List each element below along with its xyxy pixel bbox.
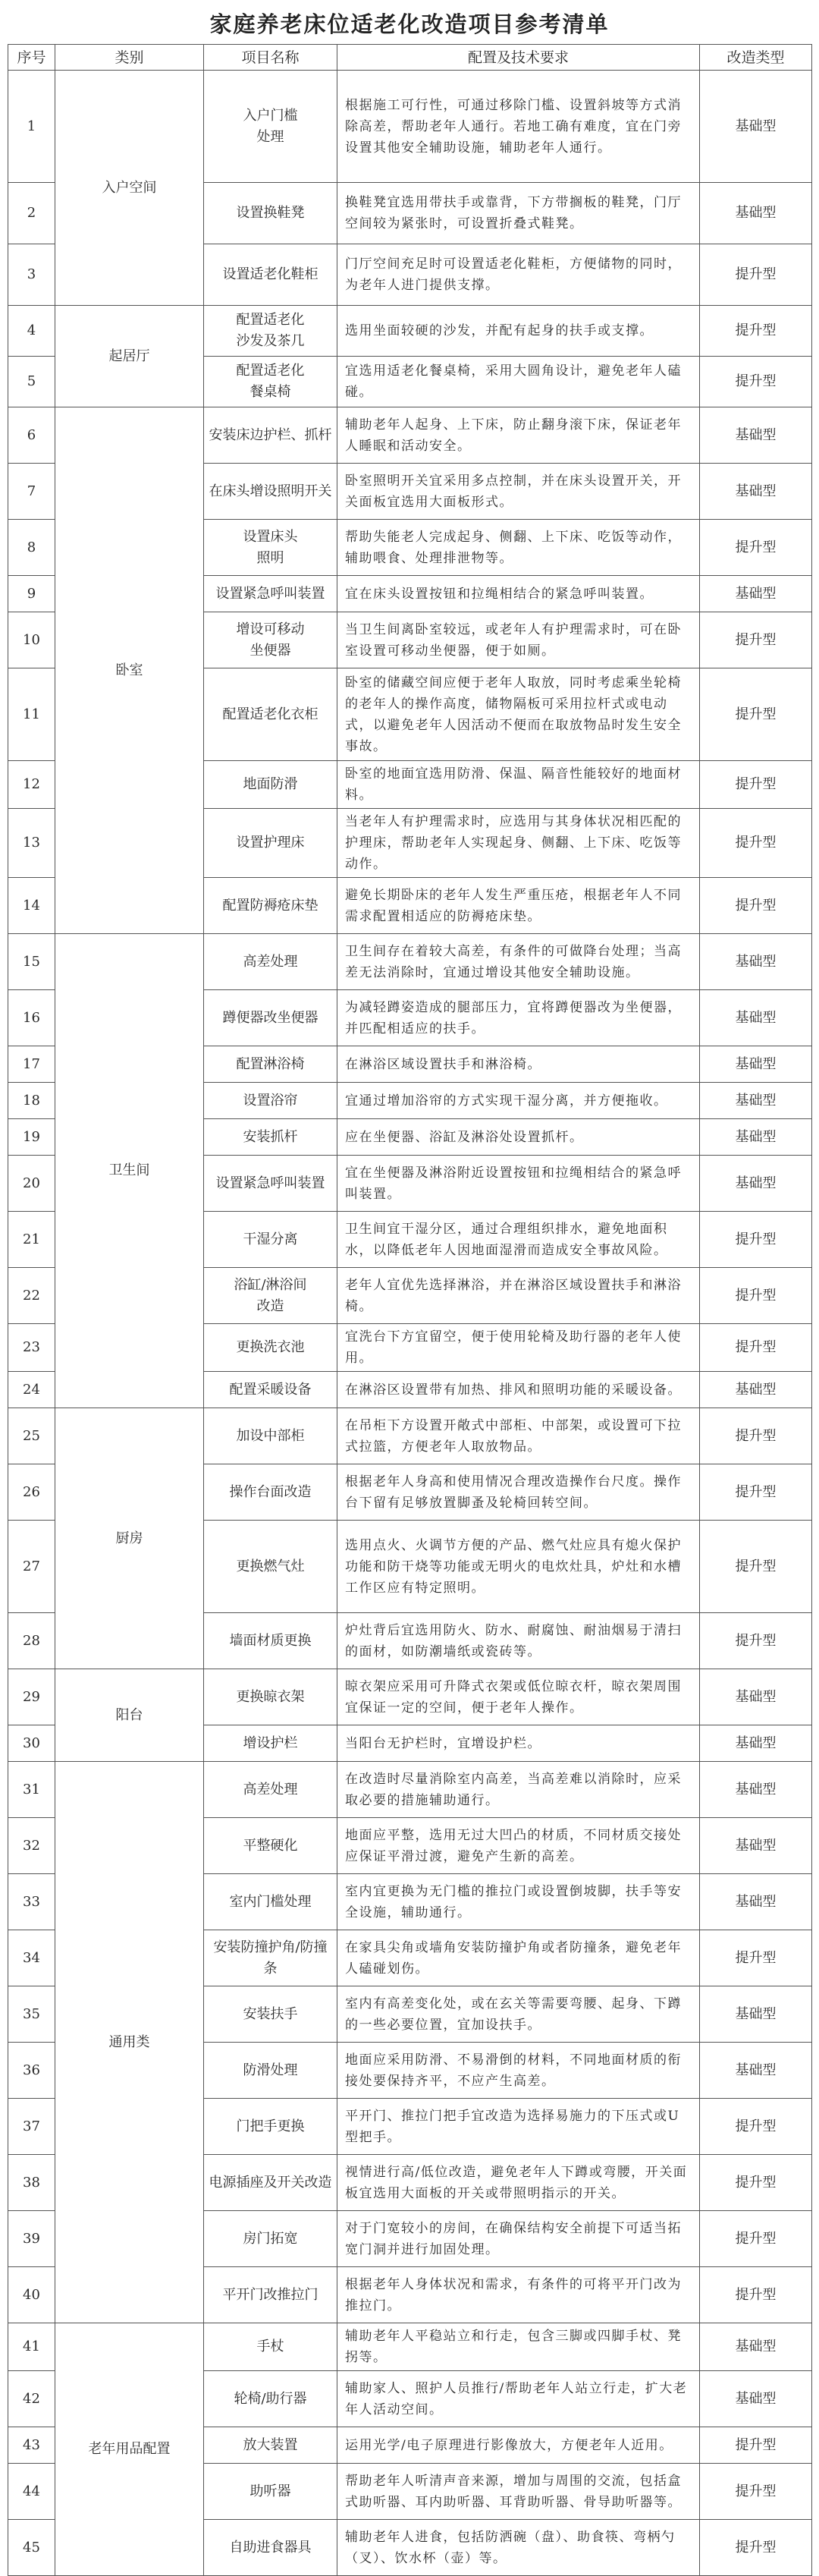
item-name: 安装床边护栏、抓杆 bbox=[204, 407, 337, 464]
item-requirements: 地面应采用防滑、不易滑倒的材料，不同地面材质的衔接处要保持齐平，不应产生高差。 bbox=[337, 2043, 700, 2099]
item-name: 地面防滑 bbox=[204, 761, 337, 809]
item-name: 干湿分离 bbox=[204, 1212, 337, 1268]
item-name: 蹲便器改坐便器 bbox=[204, 990, 337, 1046]
renovation-type: 基础型 bbox=[700, 2043, 812, 2099]
item-requirements: 宜通过增加浴帘的方式实现干湿分离，并方便拖收。 bbox=[337, 1083, 700, 1119]
row-number: 19 bbox=[8, 1119, 55, 1156]
item-requirements: 晾衣架应采用可升降式衣架或低位晾衣杆，晾衣架周围宜保证一定的空间，便于老年人操作。 bbox=[337, 1669, 700, 1725]
renovation-type: 提升型 bbox=[700, 1408, 812, 1464]
item-requirements: 视情进行高/低位改造，避免老年人下蹲或弯腰，开关面板宜选用大面板的开关或带照明指示的开关。 bbox=[337, 2155, 700, 2211]
renovation-type: 提升型 bbox=[700, 244, 812, 306]
table-row bbox=[8, 71, 812, 183]
item-requirements: 宜选用适老化餐桌椅，采用大圆角设计，避免老年人磕碰。 bbox=[337, 357, 700, 407]
renovation-type: 提升型 bbox=[700, 612, 812, 668]
item-requirements: 根据老年人身体状况和需求，有条件的可将平开门改为推拉门。 bbox=[337, 2267, 700, 2323]
item-requirements: 选用点火、火调节方便的产品、燃气灶应具有熄火保护功能和防干烧等功能或无明火的电炊灶具，炉灶和水槽工作区应有特定照明。 bbox=[337, 1521, 700, 1613]
renovation-type: 提升型 bbox=[700, 761, 812, 809]
item-name: 配置采暖设备 bbox=[204, 1372, 337, 1408]
header-row bbox=[8, 45, 812, 71]
item-requirements: 门厅空间充足时可设置适老化鞋柜，方便储物的同时，为老年人进门提供支撑。 bbox=[337, 244, 700, 306]
row-number: 30 bbox=[8, 1725, 55, 1762]
renovation-type: 提升型 bbox=[700, 1521, 812, 1613]
header-category: 类别 bbox=[55, 45, 204, 71]
item-requirements: 卧室的储藏空间应便于老年人取放，同时考虑乘坐轮椅的老年人的操作高度，储物隔板可采用拉杆式或电动式，以避免老年人因活动不便而在取放物品时发生安全事故。 bbox=[337, 668, 700, 761]
item-name: 设置护理床 bbox=[204, 809, 337, 878]
renovation-type: 基础型 bbox=[700, 990, 812, 1046]
table-row bbox=[8, 1408, 812, 1464]
item-name: 房门拓宽 bbox=[204, 2211, 337, 2267]
item-name: 在床头增设照明开关 bbox=[204, 464, 337, 520]
row-number: 16 bbox=[8, 990, 55, 1046]
row-number: 1 bbox=[8, 71, 55, 183]
category-cell: 通用类 bbox=[55, 1762, 204, 2323]
renovation-type: 基础型 bbox=[700, 1372, 812, 1408]
row-number: 15 bbox=[8, 934, 55, 990]
renovation-type: 提升型 bbox=[700, 357, 812, 407]
row-number: 14 bbox=[8, 878, 55, 934]
item-requirements: 室内宜更换为无门槛的推拉门或设置倒坡脚，扶手等安全设施，辅助通行。 bbox=[337, 1874, 700, 1930]
item-name: 门把手更换 bbox=[204, 2099, 337, 2155]
header-requirements: 配置及技术要求 bbox=[337, 45, 700, 71]
renovation-type: 基础型 bbox=[700, 934, 812, 990]
item-requirements: 地面应平整，选用无过大凹凸的材质，不同材质交接处应保证平滑过渡，避免产生新的高差。 bbox=[337, 1818, 700, 1874]
row-number: 23 bbox=[8, 1324, 55, 1372]
item-requirements: 换鞋凳宜选用带扶手或靠背，下方带搁板的鞋凳，门厅空间较为紧张时，可设置折叠式鞋凳。 bbox=[337, 183, 700, 244]
item-requirements: 应在坐便器、浴缸及淋浴处设置抓杆。 bbox=[337, 1119, 700, 1156]
row-number: 7 bbox=[8, 464, 55, 520]
row-number: 2 bbox=[8, 183, 55, 244]
item-name: 配置适老化衣柜 bbox=[204, 668, 337, 761]
item-requirements: 根据施工可行性，可通过移除门槛、设置斜坡等方式消除高差，帮助老年人通行。若地工确有难度，宜在门旁设置其他安全辅助设施，辅助老年人通行。 bbox=[337, 71, 700, 183]
item-requirements: 选用坐面较硬的沙发，并配有起身的扶手或支撑。 bbox=[337, 306, 700, 357]
row-number: 27 bbox=[8, 1521, 55, 1613]
item-name: 入户门槛 处理 bbox=[204, 71, 337, 183]
row-number: 39 bbox=[8, 2211, 55, 2267]
row-number: 22 bbox=[8, 1268, 55, 1324]
item-name: 设置浴帘 bbox=[204, 1083, 337, 1119]
table-row bbox=[8, 407, 812, 464]
renovation-type: 提升型 bbox=[700, 2427, 812, 2464]
row-number: 17 bbox=[8, 1046, 55, 1083]
item-name: 手杖 bbox=[204, 2323, 337, 2371]
item-requirements: 在淋浴区域设置扶手和淋浴椅。 bbox=[337, 1046, 700, 1083]
item-requirements: 根据老年人身高和使用情况合理改造操作台尺度。操作台下留有足够放置脚蚤及轮椅回转空间。 bbox=[337, 1464, 700, 1521]
renovation-type: 提升型 bbox=[700, 2267, 812, 2323]
row-number: 38 bbox=[8, 2155, 55, 2211]
row-number: 25 bbox=[8, 1408, 55, 1464]
category-cell: 阳台 bbox=[55, 1669, 204, 1762]
renovation-type: 基础型 bbox=[700, 1156, 812, 1212]
category-cell: 老年用品配置 bbox=[55, 2323, 204, 2576]
item-name: 安装防撞护角/防撞条 bbox=[204, 1930, 337, 1986]
row-number: 36 bbox=[8, 2043, 55, 2099]
renovation-type: 基础型 bbox=[700, 1762, 812, 1818]
item-requirements: 为减轻蹲姿造成的腿部压力，宜将蹲便器改为坐便器，并匹配相适应的扶手。 bbox=[337, 990, 700, 1046]
table-body bbox=[8, 71, 812, 2576]
category-cell: 厨房 bbox=[55, 1408, 204, 1669]
header-no: 序号 bbox=[8, 45, 55, 71]
renovation-type: 提升型 bbox=[700, 2155, 812, 2211]
row-number: 44 bbox=[8, 2464, 55, 2520]
renovation-type: 提升型 bbox=[700, 1464, 812, 1521]
item-requirements: 当阳台无护栏时，宜增设护栏。 bbox=[337, 1725, 700, 1762]
row-number: 37 bbox=[8, 2099, 55, 2155]
item-name: 室内门槛处理 bbox=[204, 1874, 337, 1930]
row-number: 10 bbox=[8, 612, 55, 668]
item-requirements: 帮助老年人听清声音来源，增加与周围的交流，包括盒式助听器、耳内助听器、耳背助听器、骨导助听器等。 bbox=[337, 2464, 700, 2520]
item-name: 安装抓杆 bbox=[204, 1119, 337, 1156]
renovation-type: 基础型 bbox=[700, 1083, 812, 1119]
item-name: 平整硬化 bbox=[204, 1818, 337, 1874]
item-requirements: 炉灶背后宜选用防火、防水、耐腐蚀、耐油烟易于清扫的面材，如防潮墙纸或瓷砖等。 bbox=[337, 1613, 700, 1669]
row-number: 18 bbox=[8, 1083, 55, 1119]
row-number: 35 bbox=[8, 1986, 55, 2043]
renovation-type: 提升型 bbox=[700, 1212, 812, 1268]
item-name: 配置淋浴椅 bbox=[204, 1046, 337, 1083]
renovation-type: 提升型 bbox=[700, 2520, 812, 2576]
category-cell: 卫生间 bbox=[55, 934, 204, 1408]
renovation-type: 提升型 bbox=[700, 2211, 812, 2267]
renovation-type: 提升型 bbox=[700, 520, 812, 576]
renovation-type: 基础型 bbox=[700, 1669, 812, 1725]
row-number: 5 bbox=[8, 357, 55, 407]
item-name: 配置防褥疮床垫 bbox=[204, 878, 337, 934]
table-row bbox=[8, 1669, 812, 1725]
item-name: 设置适老化鞋柜 bbox=[204, 244, 337, 306]
item-requirements: 运用光学/电子原理进行影像放大，方便老年人近用。 bbox=[337, 2427, 700, 2464]
renovation-type: 提升型 bbox=[700, 306, 812, 357]
item-name: 放大装置 bbox=[204, 2427, 337, 2464]
item-name: 加设中部柜 bbox=[204, 1408, 337, 1464]
renovation-type: 基础型 bbox=[700, 1874, 812, 1930]
header-item-name: 项目名称 bbox=[204, 45, 337, 71]
item-name: 设置换鞋凳 bbox=[204, 183, 337, 244]
item-name: 高差处理 bbox=[204, 934, 337, 990]
renovation-type: 基础型 bbox=[700, 1119, 812, 1156]
item-name: 轮椅/助行器 bbox=[204, 2371, 337, 2427]
item-requirements: 帮助失能老人完成起身、侧翻、上下床、吃饭等动作，辅助喂食、处理排泄物等。 bbox=[337, 520, 700, 576]
item-requirements: 辅助老年人进食，包括防洒碗（盘）、助食筷、弯柄勺（叉）、饮水杯（壶）等。 bbox=[337, 2520, 700, 2576]
item-name: 设置紧急呼叫装置 bbox=[204, 576, 337, 612]
item-name: 平开门改推拉门 bbox=[204, 2267, 337, 2323]
row-number: 4 bbox=[8, 306, 55, 357]
item-requirements: 对于门宽较小的房间，在确保结构安全前提下可适当拓宽门洞并进行加固处理。 bbox=[337, 2211, 700, 2267]
renovation-type: 基础型 bbox=[700, 2323, 812, 2371]
item-requirements: 平开门、推拉门把手宜改造为选择易施力的下压式或U型把手。 bbox=[337, 2099, 700, 2155]
row-number: 34 bbox=[8, 1930, 55, 1986]
row-number: 32 bbox=[8, 1818, 55, 1874]
item-name: 高差处理 bbox=[204, 1762, 337, 1818]
document-title: 家庭养老床位适老化改造项目参考清单 bbox=[209, 11, 610, 37]
header-type: 改造类型 bbox=[700, 45, 812, 71]
renovation-type: 基础型 bbox=[700, 1725, 812, 1762]
renovation-type: 基础型 bbox=[700, 2371, 812, 2427]
item-name: 设置床头 照明 bbox=[204, 520, 337, 576]
renovation-type: 基础型 bbox=[700, 1046, 812, 1083]
row-number: 43 bbox=[8, 2427, 55, 2464]
item-name: 操作台面改造 bbox=[204, 1464, 337, 1521]
row-number: 21 bbox=[8, 1212, 55, 1268]
row-number: 8 bbox=[8, 520, 55, 576]
item-requirements: 在家具尖角或墙角安装防撞护角或者防撞条，避免老年人磕碰划伤。 bbox=[337, 1930, 700, 1986]
item-requirements: 辅助老年人起身、上下床，防止翻身滚下床，保证老年人睡眠和活动安全。 bbox=[337, 407, 700, 464]
item-name: 配置适老化 餐桌椅 bbox=[204, 357, 337, 407]
table-row bbox=[8, 934, 812, 990]
row-number: 45 bbox=[8, 2520, 55, 2576]
renovation-type: 基础型 bbox=[700, 183, 812, 244]
item-name: 配置适老化 沙发及茶几 bbox=[204, 306, 337, 357]
item-requirements: 在吊柜下方设置开敞式中部柜、中部架，或设置可下拉式拉篮，方便老年人取放物品。 bbox=[337, 1408, 700, 1464]
row-number: 3 bbox=[8, 244, 55, 306]
renovation-type: 提升型 bbox=[700, 1930, 812, 1986]
renovation-type: 基础型 bbox=[700, 1818, 812, 1874]
row-number: 42 bbox=[8, 2371, 55, 2427]
item-requirements: 卫生间存在着较大高差，有条件的可做降台处理；当高差无法消除时，宜通过增设其他安全辅助设施。 bbox=[337, 934, 700, 990]
row-number: 13 bbox=[8, 809, 55, 878]
row-number: 24 bbox=[8, 1372, 55, 1408]
renovation-type: 基础型 bbox=[700, 407, 812, 464]
row-number: 31 bbox=[8, 1762, 55, 1818]
item-requirements: 辅助家人、照护人员推行/帮助老年人站立行走，扩大老年人活动空间。 bbox=[337, 2371, 700, 2427]
renovation-table bbox=[8, 44, 812, 2576]
item-requirements: 室内有高差变化处，或在玄关等需要弯腰、起身、下蹲的一些必要位置，宜加设扶手。 bbox=[337, 1986, 700, 2043]
row-number: 12 bbox=[8, 761, 55, 809]
item-name: 更换晾衣架 bbox=[204, 1669, 337, 1725]
renovation-type: 基础型 bbox=[700, 1986, 812, 2043]
item-name: 增设可移动 坐便器 bbox=[204, 612, 337, 668]
renovation-type: 基础型 bbox=[700, 576, 812, 612]
item-name: 安装扶手 bbox=[204, 1986, 337, 2043]
renovation-type: 提升型 bbox=[700, 1613, 812, 1669]
renovation-type: 提升型 bbox=[700, 878, 812, 934]
renovation-type: 提升型 bbox=[700, 2464, 812, 2520]
item-requirements: 卫生间宜干湿分区，通过合理组织排水，避免地面积水，以降低老年人因地面湿滑而造成安全事故风险。 bbox=[337, 1212, 700, 1268]
row-number: 6 bbox=[8, 407, 55, 464]
item-name: 墙面材质更换 bbox=[204, 1613, 337, 1669]
item-requirements: 在淋浴区设置带有加热、排风和照明功能的采暖设备。 bbox=[337, 1372, 700, 1408]
row-number: 29 bbox=[8, 1669, 55, 1725]
item-name: 更换洗衣池 bbox=[204, 1324, 337, 1372]
item-requirements: 卧室照明开关宜采用多点控制，并在床头设置开关，开关面板宜选用大面板形式。 bbox=[337, 464, 700, 520]
item-name: 浴缸/淋浴间 改造 bbox=[204, 1268, 337, 1324]
table-row bbox=[8, 1762, 812, 1818]
row-number: 40 bbox=[8, 2267, 55, 2323]
item-requirements: 辅助老年人平稳站立和行走，包含三脚或四脚手杖、凳拐等。 bbox=[337, 2323, 700, 2371]
renovation-type: 提升型 bbox=[700, 1324, 812, 1372]
item-requirements: 避免长期卧床的老年人发生严重压疮，根据老年人不同需求配置相适应的防褥疮床垫。 bbox=[337, 878, 700, 934]
row-number: 9 bbox=[8, 576, 55, 612]
renovation-type: 提升型 bbox=[700, 2099, 812, 2155]
row-number: 33 bbox=[8, 1874, 55, 1930]
item-name: 更换燃气灶 bbox=[204, 1521, 337, 1613]
item-requirements: 当老年人有护理需求时，应选用与其身体状况相匹配的护理床，帮助老年人实现起身、侧翻、上下床、吃饭等动作。 bbox=[337, 809, 700, 878]
item-requirements: 卧室的地面宜选用防滑、保温、隔音性能较好的地面材料。 bbox=[337, 761, 700, 809]
table-row bbox=[8, 2323, 812, 2371]
row-number: 11 bbox=[8, 668, 55, 761]
renovation-type: 基础型 bbox=[700, 464, 812, 520]
item-name: 增设护栏 bbox=[204, 1725, 337, 1762]
renovation-type: 基础型 bbox=[700, 71, 812, 183]
renovation-type: 提升型 bbox=[700, 809, 812, 878]
item-requirements: 宜在床头设置按钮和拉绳相结合的紧急呼叫装置。 bbox=[337, 576, 700, 612]
item-name: 设置紧急呼叫装置 bbox=[204, 1156, 337, 1212]
item-name: 电源插座及开关改造 bbox=[204, 2155, 337, 2211]
item-requirements: 当卫生间离卧室较远，或老年人有护理需求时，可在卧室设置可移动坐便器，便于如厕。 bbox=[337, 612, 700, 668]
item-requirements: 老年人宜优先选择淋浴，并在淋浴区域设置扶手和淋浴椅。 bbox=[337, 1268, 700, 1324]
category-cell: 卧室 bbox=[55, 407, 204, 934]
item-name: 自助进食器具 bbox=[204, 2520, 337, 2576]
row-number: 28 bbox=[8, 1613, 55, 1669]
category-cell: 起居厅 bbox=[55, 306, 204, 407]
item-requirements: 宜洗台下方宜留空，便于使用轮椅及助行器的老年人使用。 bbox=[337, 1324, 700, 1372]
item-requirements: 宜在坐便器及淋浴附近设置按钮和拉绳相结合的紧急呼叫装置。 bbox=[337, 1156, 700, 1212]
category-cell: 入户空间 bbox=[55, 71, 204, 306]
item-name: 助听器 bbox=[204, 2464, 337, 2520]
table-row bbox=[8, 306, 812, 357]
row-number: 41 bbox=[8, 2323, 55, 2371]
row-number: 20 bbox=[8, 1156, 55, 1212]
renovation-type: 提升型 bbox=[700, 1268, 812, 1324]
row-number: 26 bbox=[8, 1464, 55, 1521]
renovation-type: 提升型 bbox=[700, 668, 812, 761]
item-requirements: 在改造时尽量消除室内高差，当高差难以消除时，应采取必要的措施辅助通行。 bbox=[337, 1762, 700, 1818]
item-name: 防滑处理 bbox=[204, 2043, 337, 2099]
